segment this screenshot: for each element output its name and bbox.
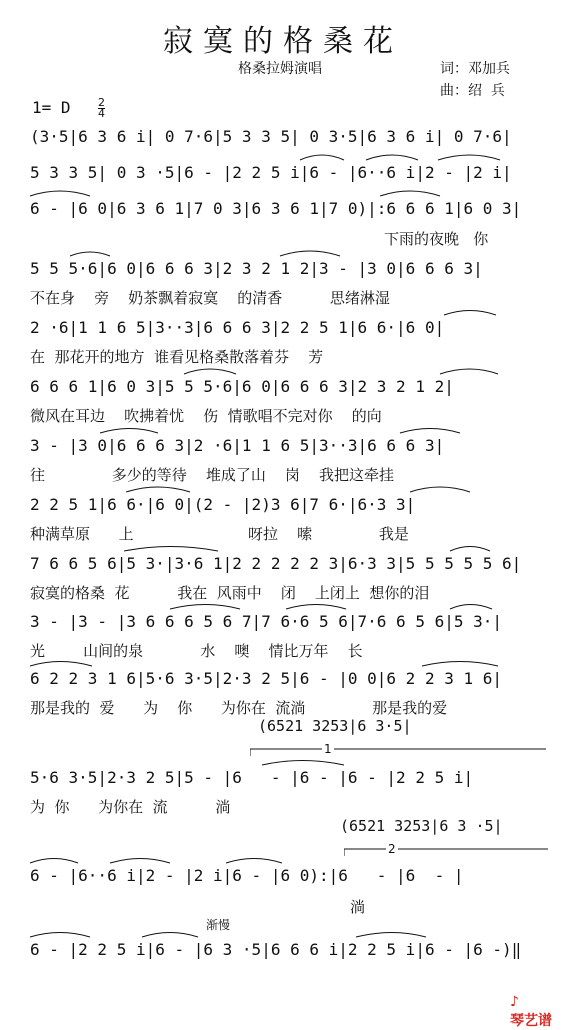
lyric-row-9: 那是我的 爱 为 你 为你在 流淌 那是我的爱 xyxy=(30,699,448,717)
music-row-9: 7 6 6 5 6|5 3·|3·6 1|2 2 2 2 2 3|6·3 3|5 5 5 5 5 6| xyxy=(30,554,522,573)
music-row-7: 3 - |3 0|6 6 6 3|2 ·6|1 1 6 5|3··3|6 6 6 3| xyxy=(30,436,445,455)
music-row-8: 2 2 5 1|6 6·|6 0|(2 - |2)3 6|7 6·|6·3 3| xyxy=(30,495,416,514)
key-signature: 1= D xyxy=(32,98,71,117)
volta-1-number: 1 xyxy=(324,742,332,756)
lyric-row-11: 淌 xyxy=(350,898,366,916)
volta-2-number: 2 xyxy=(388,842,396,856)
lyric-row-3: 在 那花开的地方 谁看见格桑散落着芬 芳 xyxy=(30,348,324,366)
music-row-14: 6 - |2 2 5 i|6 - |6 3 ·5|6 6 6 i|2 2 5 i|6 - |6 -)‖ xyxy=(30,940,522,959)
music-row-10: 3 - |3 - |3 6 6 6 5 6 7|7 6·6 5 6|7·6 6 5 6|5 3·| xyxy=(30,612,503,631)
logo-text: 琴艺谱 xyxy=(510,1013,552,1029)
song-title: 寂寞的格桑花 xyxy=(163,24,403,59)
music-row-5: 2 ·6|1 1 6 5|3··3|6 6 6 3|2 2 5 1|6 6·|6 0| xyxy=(30,318,445,337)
lyric-row-1: 下雨的夜晚 你 xyxy=(384,230,489,248)
music-row-1: (3·5|6 3 6 i| 0 7·6|5 3 3 5| 0 3·5|6 3 6 i| 0 7·6| xyxy=(30,127,512,146)
music-row-11: 6 2 2 3 1 6|5·6 3·5|2·3 2 5|6 - |0 0|6 2 2 3 1 6| xyxy=(30,669,503,688)
lyric-row-8: 光 山间的泉 水 噢 情比万年 长 xyxy=(30,642,363,660)
volta-2-intro: (6521 3253|6 3 ·5| xyxy=(340,817,503,835)
time-signature-bottom: 4 xyxy=(98,107,105,120)
music-row-12: 5·6 3·5|2·3 2 5|5 - |6 - |6 - |6 - |2 2 5 i| xyxy=(30,768,474,787)
time-signature-top: 2 xyxy=(98,96,105,109)
music-row-13: 6 - |6··6 i|2 - |2 i|6 - |6 0):|6 - |6 - | xyxy=(30,866,464,885)
lyric-row-10: 为 你 为你在 流 淌 xyxy=(30,798,231,816)
lyricist-credit: 词：邓加兵 xyxy=(440,61,510,77)
composer-credit: 曲：绍 兵 xyxy=(440,83,505,99)
site-logo xyxy=(500,978,552,1030)
singer-credit: 格桑拉姆演唱 xyxy=(238,61,322,77)
music-row-4: 5 5 5·6|6 0|6 6 6 3|2 3 2 1 2|3 - |3 0|6 6 6 3| xyxy=(30,259,483,278)
music-row-6: 6 6 6 1|6 0 3|5 5 5·6|6 0|6 6 6 3|2 3 2 1 2| xyxy=(30,377,454,396)
music-row-3: 6 - |6 0|6 3 6 1|7 0 3|6 3 6 1|7 0)|:6 6 6 1|6 0 3| xyxy=(30,199,522,218)
music-row-2: 5 3 3 5| 0 3 ·5|6 - |2 2 5 i|6 - |6··6 i|2 - |2 i| xyxy=(30,163,512,182)
tempo-mark: 渐慢 xyxy=(206,918,231,932)
logo-icon: ♪ xyxy=(510,994,519,1010)
lyric-row-7: 寂寞的格桑 花 我在 风雨中 闭 上闭上 想你的泪 xyxy=(30,584,430,602)
lyric-row-5: 往 多少的等待 堆成了山 岗 我把这牵挂 xyxy=(30,466,394,484)
lyric-row-2: 不在身 旁 奶茶飘着寂寞 的清香 思绪淋湿 xyxy=(30,289,390,307)
lyric-row-4: 微风在耳边 吹拂着忧 伤 情歌唱不完对你 的向 xyxy=(30,407,382,425)
volta-1-intro: (6521 3253|6 3·5| xyxy=(258,717,412,735)
lyric-row-6: 种满草原 上 呀拉 嗦 我是 xyxy=(30,525,409,543)
